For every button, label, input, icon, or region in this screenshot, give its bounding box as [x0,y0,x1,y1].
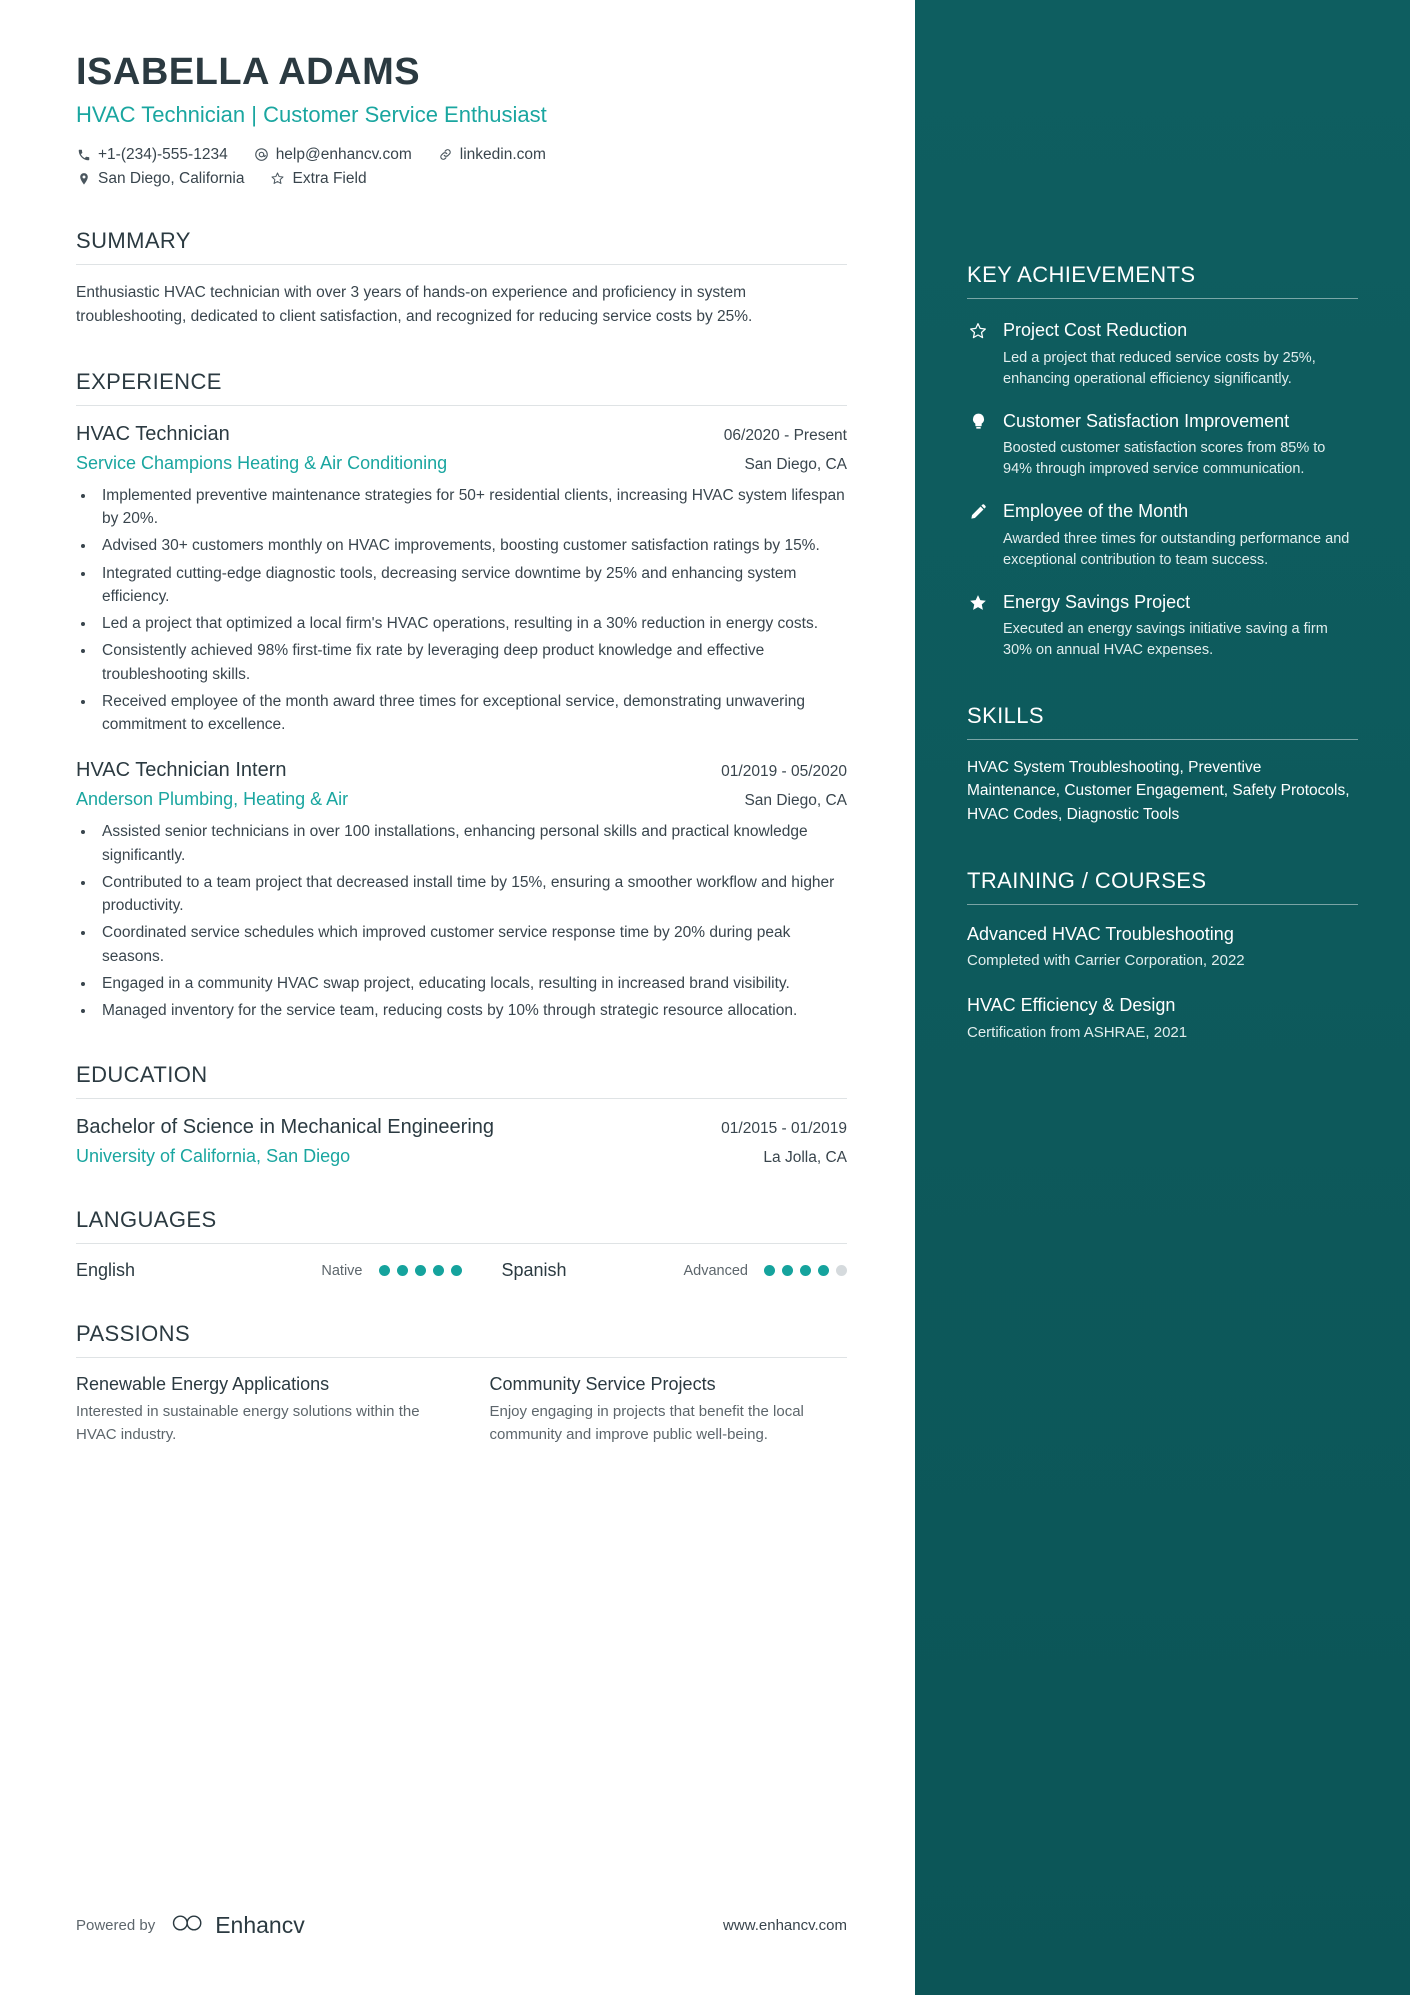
phone-icon [76,147,91,162]
rating-dot [433,1265,444,1276]
rating-dot [764,1265,775,1276]
passion-item [76,1374,434,1446]
resume-sidebar [915,0,1410,1995]
job-bullet: • Consistently achieved 98% first-time fix rate by leveraging deep product knowledge and effective troubleshooting skills. [96,639,847,686]
language-name: Spanish [501,1260,567,1281]
job-bullet: • Integrated cutting-edge diagnostic tools, decreasing service downtime by 25% and enhancing system efficiency. [96,562,847,609]
achievement-description: Executed an energy savings initiative saving a firm 30% on annual HVAC expenses. [1003,621,1328,659]
link-icon [438,147,453,162]
candidate-name: ISABELLA ADAMS [76,51,421,93]
experience-item [76,758,847,1022]
job-company: Service Champions Heating & Air Conditioning [76,452,448,473]
rating-dot [397,1265,408,1276]
language-rating [379,1265,462,1276]
email-icon [254,147,269,162]
contact-location [76,170,244,188]
section-education [76,1062,847,1167]
rating-dot [836,1265,847,1276]
job-bullet: • Engaged in a community HVAC swap project, educating locals, resulting in increased brand visibility. [96,972,847,995]
location-icon [76,171,91,186]
education-date: 01/2015 - 01/2019 [721,1120,847,1138]
job-bullet: • Coordinated service schedules which improved customer service response time by 20% during peak seasons. [96,921,847,968]
training-title: Advanced HVAC Troubleshooting [967,923,1234,944]
powered-by-label: Powered by [76,1917,156,1934]
rating-dot [818,1265,829,1276]
achievement-title: Project Cost Reduction [1003,320,1188,340]
language-rating [764,1265,847,1276]
education-school: University of California, San Diego [76,1146,351,1167]
section-title-languages: LANGUAGES [76,1207,847,1244]
job-bullet: • Assisted senior technicians in over 100 installations, enhancing personal skills and practical knowledge significantly. [96,820,847,867]
section-experience [76,369,847,1023]
enhancv-logo-icon [171,1912,205,1939]
skills-text: HVAC System Troubleshooting, Preventive Maintenance, Customer Engagement, Safety Protocols, HVAC Codes, Diagnostic Tools [967,759,1350,823]
powered-by-block [76,1912,305,1939]
education-location: La Jolla, CA [763,1149,847,1167]
job-location: San Diego, CA [744,455,847,473]
section-training [967,868,1358,1044]
experience-item [76,422,847,737]
job-location: San Diego, CA [744,792,847,810]
contact-extra-field-text: Extra Field [292,169,367,187]
job-company: Anderson Plumbing, Heating & Air [76,789,349,810]
job-bullet-list [96,820,847,1022]
page-footer [76,1912,847,1939]
contact-phone [76,146,228,164]
contact-linkedin-text: linkedin.com [459,145,546,163]
achievement-item [967,500,1358,571]
section-skills [967,703,1358,826]
section-title-education: EDUCATION [76,1062,847,1099]
training-description: Completed with Carrier Corporation, 2022 [967,952,1245,970]
contact-row-secondary [76,170,847,188]
contact-phone-text: +1-(234)-555-1234 [98,145,228,163]
enhancv-brand [171,1912,305,1939]
achievement-item [967,319,1358,390]
language-name: English [76,1260,136,1281]
passion-description: Enjoy engaging in projects that benefit the local community and improve public well-being. [489,1403,804,1443]
pen-icon [967,500,989,571]
section-passions [76,1321,847,1446]
achievement-description: Boosted customer satisfaction scores from 85% to 94% through improved service communication. [1003,440,1326,478]
passion-description: Interested in sustainable energy solutions within the HVAC industry. [76,1403,420,1443]
achievement-title: Customer Satisfaction Improvement [1003,410,1290,431]
rating-dot [451,1265,462,1276]
language-level: Native [321,1262,363,1279]
summary-text: Enthusiastic HVAC technician with over 3 years of hands-on experience and proficiency in system troubleshooting, dedicated to client satisfaction, and recognized for reducing service costs by 25%. [76,283,753,325]
achievement-description: Awarded three times for outstanding performance and exceptional contribution to team success. [1003,530,1350,568]
job-role: HVAC Technician Intern [76,759,287,782]
language-level: Advanced [683,1262,748,1279]
star-icon [270,171,285,186]
achievement-item [967,410,1358,481]
training-item [967,923,1358,972]
contact-linkedin [438,146,546,164]
training-item [967,994,1358,1043]
training-title: HVAC Efficiency & Design [967,995,1176,1016]
achievement-title: Employee of the Month [1003,501,1189,522]
enhancv-wordmark: Enhancv [215,1912,305,1938]
achievement-item [967,591,1358,662]
rating-dot [800,1265,811,1276]
passions-list [76,1374,847,1446]
job-bullet: • Led a project that optimized a local firm's HVAC operations, resulting in a 30% reduction in energy costs. [96,612,847,635]
section-title-experience: EXPERIENCE [76,369,847,406]
passion-title: Renewable Energy Applications [76,1374,330,1395]
star-filled-icon [967,591,989,662]
education-degree: Bachelor of Science in Mechanical Engineering [76,1116,495,1139]
achievement-title: Energy Savings Project [1003,591,1191,612]
achievement-description: Led a project that reduced service costs by 25%, enhancing operational efficiency significantly. [1003,349,1316,387]
job-bullet: • Advised 30+ customers monthly on HVAC improvements, boosting customer satisfaction ratings by 15%. [96,534,847,557]
resume-header [76,52,847,188]
job-date: 06/2020 - Present [723,426,847,444]
job-role: HVAC Technician [76,422,230,445]
job-bullet: • Contributed to a team project that decreased install time by 15%, ensuring a smoother workflow and higher productivity. [96,871,847,918]
passion-title: Community Service Projects [489,1374,716,1395]
section-title-achievements: KEY ACHIEVEMENTS [967,262,1358,299]
section-languages [76,1207,847,1281]
section-title-passions: PASSIONS [76,1321,847,1358]
section-summary [76,228,847,329]
footer-website: www.enhancv.com [723,1917,847,1934]
section-title-training: TRAINING / COURSES [967,868,1358,905]
contact-email [254,146,412,164]
contact-row-primary [76,146,847,164]
contact-location-text: San Diego, California [98,169,245,187]
section-title-summary: SUMMARY [76,228,847,265]
job-bullet: • Implemented preventive maintenance strategies for 50+ residential clients, increasing HVAC system lifespan by 20%. [96,484,847,531]
language-item [76,1260,462,1281]
language-item [462,1260,848,1281]
contact-email-text: help@enhancv.com [275,145,412,163]
lightbulb-icon [967,410,989,481]
job-bullet: • Managed inventory for the service team, reducing costs by 10% through strategic resource allocation. [96,999,847,1022]
rating-dot [379,1265,390,1276]
job-date: 01/2019 - 05/2020 [721,763,847,781]
rating-dot [782,1265,793,1276]
education-item [76,1115,847,1167]
training-description: Certification from ASHRAE, 2021 [967,1023,1188,1041]
contact-extra-field [270,170,366,188]
job-bullet-list [96,484,847,737]
passion-item [490,1374,848,1446]
rating-dot [415,1265,426,1276]
section-title-skills: SKILLS [967,703,1358,740]
candidate-headline: HVAC Technician | Customer Service Enthusiast [76,101,547,127]
job-bullet: • Received employee of the month award three times for exceptional service, demonstrating unwavering commitment to excellence. [96,690,847,737]
section-key-achievements [967,262,1358,661]
star-outline-icon [967,319,989,390]
language-row [76,1260,847,1281]
